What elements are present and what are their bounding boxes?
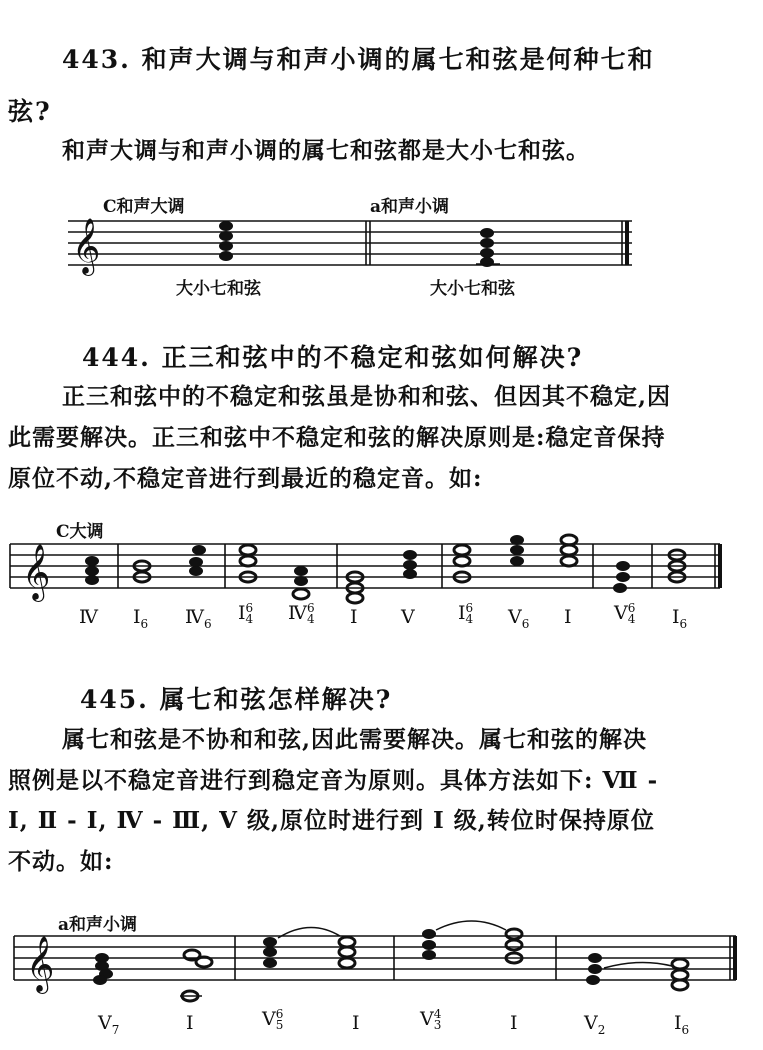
ex2-numeral: $I_6$ [133,606,149,631]
ex3-numeral: V6 5 [262,1007,284,1032]
ex2-numeral: I [350,606,358,628]
ex2-numeral: V6 4 [614,601,636,626]
ex3-numeral: I [510,1012,518,1034]
q444-line2: 此需要解决。正三和弦中不稳定和弦的解决原则是:稳定音保持 [8,424,666,451]
ex2-numeral: $V_6$ [508,606,530,631]
ex2-numeral: V [401,606,415,628]
ex3-numeral: $V_2$ [584,1012,606,1037]
ex2-key: C大调 [56,522,104,542]
q444-title: 444. 正三和弦中的不稳定和弦如何解决? [82,343,584,372]
ex3-ties [278,921,672,968]
q445-line1: 属七和弦是不协和和弦,因此需要解决。属七和弦的解决 [62,726,648,753]
ex2-numeral: I6 4 [458,601,474,626]
q445-line4: 不动。如: [8,848,114,875]
ex1-key-minor: a和声小调 [370,197,450,217]
ex2-numeral: Ⅳ6 4 [288,601,315,626]
ex3-key: a和声小调 [58,915,138,935]
ex3-numeral: I [352,1012,360,1034]
q443-answer: 和声大调与和声小调的属七和弦都是大小七和弦。 [62,137,590,164]
ex3-staff-lines [14,936,736,980]
q444-line3: 原位不动,不稳定音进行到最近的稳定音。如: [8,465,483,492]
ex3-numeral: V4 3 [420,1007,442,1032]
ex2-treble-clef: 𝄞 [22,544,51,600]
q443-title-line2: 弦? [8,97,52,126]
ex2-numeral: I [564,606,572,628]
ex2-numeral: Ⅳ [79,606,98,628]
q445-line3: Ⅰ, Ⅱ - Ⅰ, Ⅳ - Ⅲ, V 级,原位时进行到 I 级,转位时保持原位 [8,807,655,834]
q445-title: 445. 属七和弦怎样解决? [80,685,393,714]
ex2-numeral: $Ⅳ_6$ [185,606,212,631]
ex3-treble-clef: 𝄞 [26,936,55,992]
ex1-key-major: C和声大调 [103,197,185,217]
ex2-numeral: I6 4 [238,601,254,626]
ex3-numeral: $I_6$ [674,1012,690,1037]
q445-line2: 照例是以不稳定音进行到稳定音为原则。具体方法如下: Ⅶ - [8,767,659,794]
ex3-numeral: I [186,1012,194,1034]
ex3-chords [93,929,688,1001]
ex2-numeral: $I_6$ [672,606,688,631]
ex1-treble-clef: 𝄞 [72,218,101,274]
q444-line1: 正三和弦中的不稳定和弦虽是协和和弦、但因其不稳定,因 [62,383,672,410]
q443-title-line1: 443. 和声大调与和声小调的属七和弦是何种七和 [62,45,655,74]
ex1-label-major: 大小七和弦 [176,279,261,299]
ex1-label-minor: 大小七和弦 [430,279,515,299]
ex3-numeral: $V_7$ [98,1012,120,1037]
